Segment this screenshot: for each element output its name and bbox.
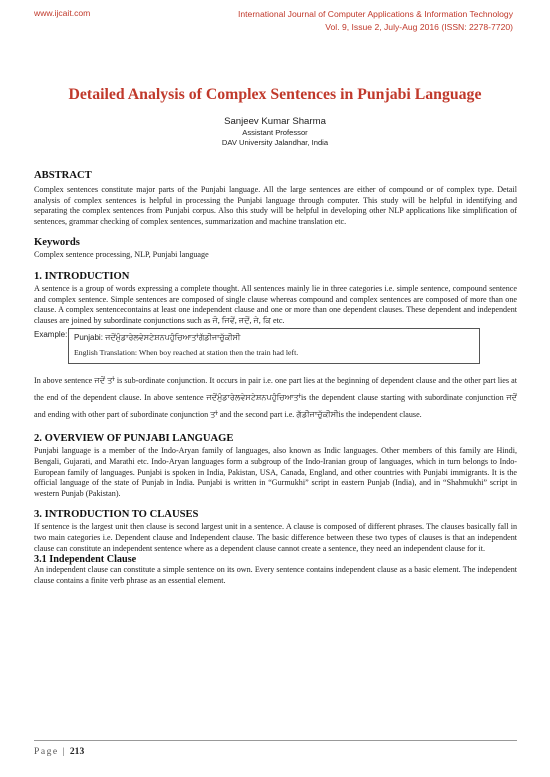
journal-header [238,8,513,34]
example-english: English Translation: When boy reached at station then the train had left. [74,348,299,358]
overview-heading: 2. OVERVIEW OF PUNJABI LANGUAGE [34,433,234,445]
clauses-text: If sentence is the largest unit then clause is second largest unit in a sentence. A clause is composed of different phrases. The clauses basically fall in two main categories i.e. Dependent clause and Independent clause. The basic difference between these two types of clauses is that an independent clause can constitute an independent sentence where as a dependent clause cannot create a sentence, they need an independent clause for it. [34,522,517,553]
author-block [0,116,550,148]
paper-body [34,170,517,586]
journal-website[interactable]: www.ijcait.com [34,8,91,18]
example-box [68,328,480,364]
clauses-heading: 3. INTRODUCTION TO CLAUSES [34,509,199,521]
example-punjabi: Punjabi: ਜਦੋਂਮੁੰਡਾਰੇਲਵੇਸਟੇਸ਼ਨਪਹੁੰਚਿਆਤਾਂਗੱਡੀਜਾਚੁੱਕੀਸੀ [74,333,241,343]
independent-clause-heading: 3.1 Independent Clause [34,554,137,566]
footer-divider [34,740,517,741]
author-affiliation: DAV University Jalandhar, India [221,138,329,147]
introduction-text: A sentence is a group of words expressing a complete thought. All sentences mainly lie in three categories i.e. simple sentence, compound sentence and complex sentence. Simple sentences are composed of single clause whereas compound and complex sentences are composed of more than one clause. A complex sentencecontains at least one independent clause and one or more than one dependent clauses. These dependent and independent clauses are joined by subordinate conjunctions such as ਜੋ, ਜਿਵੇਂ, ਜਦੋਂ, ਜੇ, ਕਿ etc. [34,283,517,325]
page-number: 213 [69,746,85,757]
keywords-heading: Keywords [34,237,80,249]
independent-clause-text: An independent clause can constitute a simple sentence on its own. Every sentence contains independent clause as a basic element. The independent clause contains a finite verb phrase as an essential element. [34,565,517,585]
example-label: Example: [34,330,68,340]
journal-name: International Journal of Computer Applications & Information Technology [237,9,513,19]
introduction-after-text: In above sentence ਜਦੋਂ ਤਾਂ is sub-ordinate conjunction. It occurs in pair i.e. one part lies at the beginning of dependent clause and the other part lies at the end of the dependent clause. In above sentence ਜਦੋਂਮੁੰਡਾਰੇਲਵੇਸਟੇਸ਼ਨਪਹੁੰਚਿਆਤਾਂis the dependent clause starting with subordinate conjunction ਜਦੋਂ and ending with other part of subordinate conjunction ਤਾਂ and the second part i.e. ਗੱਡੀਜਾਚੁੱਕੀਸੀis the independent clause. [34,376,517,420]
page-label: Page | [34,746,70,757]
abstract-heading: ABSTRACT [34,170,92,181]
author-position: Assistant Professor [242,128,308,137]
example-block [34,328,517,364]
author-name: Sanjeev Kumar Sharma [224,116,326,127]
abstract-text: Complex sentences constitute major parts of the Punjabi language. All the large sentences are either of compound or of complex type. Detail analysis of complex sentences is helpful in processing the Punjabi language through computer. This study will be helpful in identifying and separating the complex sentences from Punjabi corpus. Also this study will be helpful in developing other NLP applications like simplification of sentences, grammar checking of complex sentences, summarization and machine translation etc. [34,185,517,226]
introduction-heading: 1. INTRODUCTION [34,270,130,282]
journal-volume: Vol. 9, Issue 2, July-Aug 2016 (ISSN: 2278-7720) [325,22,513,32]
paper-title: Detailed Analysis of Complex Sentences in Punjabi Language [68,86,482,103]
overview-text: Punjabi language is a member of the Indo-Aryan family of languages, also known as Indic languages. Other members of this family are Hindi, Bengali, Gujarati, and Marathi etc. Indo-Aryan languages form a subgroup of the Indo-Iranian group of languages, which in turn belongs to Indo-European family of languages. Punjabi is spoken in India, Pakistan, USA, Canada, England, and other countries with Punjabi immigrants. It is the official language of the state of Punjab in India. Punjabi is written in “Gurmukhi” script in eastern Punjab (India), and in “Shahmukhi” script in western Punjab (Pakistan). [34,446,517,498]
page-footer [34,746,84,757]
keywords-text: Complex sentence processing, NLP, Punjabi language [34,250,209,260]
